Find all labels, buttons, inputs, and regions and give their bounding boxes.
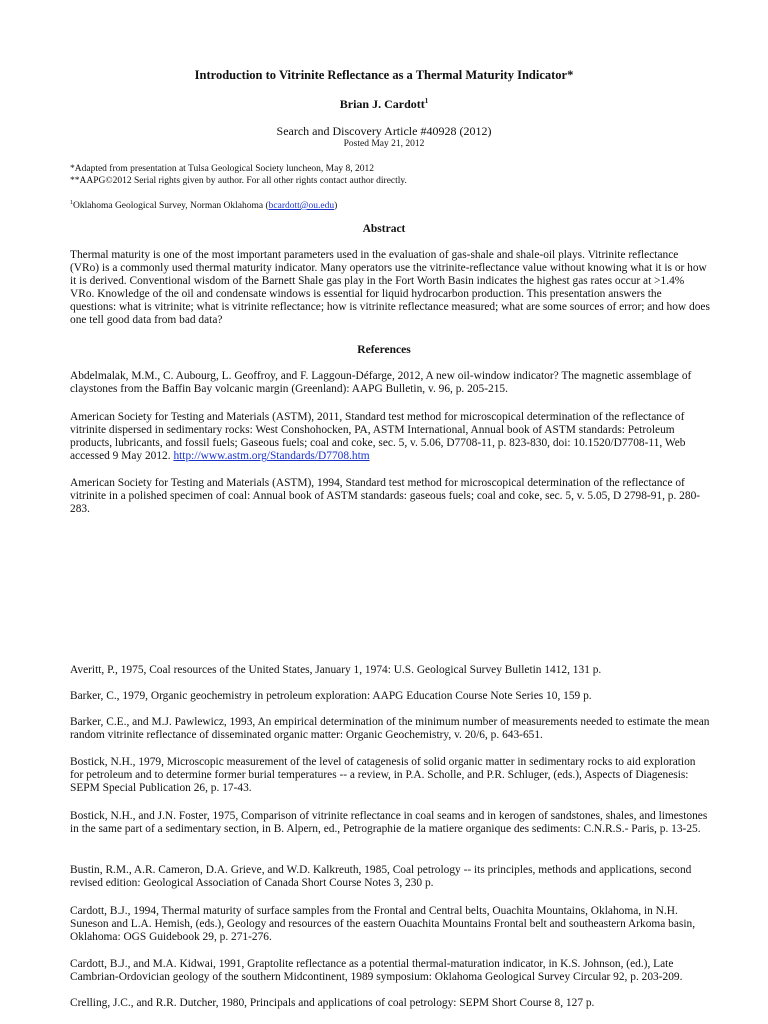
footnote-copyright: **AAPG©2012 Serial rights given by author. For all other rights contact author directly. [70,176,407,186]
reference-item: Cardott, B.J., and M.A. Kidwai, 1991, Graptolite reflectance as a potential thermal-maturation indicator, in K.S. Johnson, (ed.), Late Cambrian-Ordovician geology of the southern Midcontinent, 1989 symposium: Oklahoma Geological Survey Circular 92, p. 203-209. [70,958,683,984]
reference-item: Cardott, B.J., 1994, Thermal maturity of surface samples from the Frontal and Central belts, Ouachita Mountains, Oklahoma, in N.H. Suneson and L.A. Hemish, (eds.), Geology and resources of the eastern Ouachita Mountains Frontal belt and southeastern Arkoma basin, Oklahoma: OGS Guidebook 29, p. 271-276. [70,905,696,944]
affiliation-text: Oklahoma Geological Survey, Norman Oklahoma ( [73,201,269,212]
reference-item [70,411,710,463]
reference-item: Bostick, N.H., 1979, Microscopic measurement of the level of catagenesis of solid organic matter in sedimentary rocks to aid exploration for petroleum and to determine former burial temperatures -- a review, in P.A. Scholle, and P.R. Schluger, (eds.), Aspects of Diagenesis: SEPM Special Publication 26, p. 17-43. [70,756,696,795]
affiliation-superscript: 1 [70,200,73,206]
affiliation-close: ) [334,201,338,212]
references-heading: References [357,344,411,356]
footnote-adapted: *Adapted from presentation at Tulsa Geological Society luncheon, May 8, 2012 [70,164,374,174]
astm-standard-link[interactable]: http://www.astm.org/Standards/D7708.htm [173,450,370,463]
reference-item: Barker, C., 1979, Organic geochemistry in petroleum exploration: AAPG Education Course Note Series 10, 159 p. [70,690,592,702]
abstract-text: Thermal maturity is one of the most important parameters used in the evaluation of gas-shale and shale-oil plays. Vitrinite reflectance (VRo) is a commonly used thermal maturity indicator. Many operators use the vitrinite-reflectance value without knowing what it is or how it is derived. Conventional wisdom of the Barnett Shale gas play in the Fort Worth Basin indicates the highest gas rates occur at >1.4% VRo. Knowledge of the oil and condensate windows is essential for liquid hydrocarbon production. This presentation answers the questions: what is vitrinite; what is vitrinite reflectance; how is vitrinite reflectance measured; what are some sources of error; and how does one tell good data from bad data? [70,249,710,327]
author-text: Brian J. Cardott [339,97,425,111]
reference-item: Crelling, J.C., and R.R. Dutcher, 1980, Principals and applications of coal petrology: SEPM Short Course 8, 127 p. [70,997,595,1009]
author-email-link[interactable]: bcardott@ou.edu [268,201,335,212]
reference-text: American Society for Testing and Materials (ASTM), 2011, Standard test method for microscopical determination of the reflectance of vitrinite dispersed in sedimentary rocks: West Conshohocken, PA, ASTM International, Annual book of ASTM standards: Petroleum products, lubricants, and fossil fuels; Gaseous fuels; coal and coke, sec. 5, v. 5.06, D7708-11, p. 823-830, doi: 10.1520/D7708-11, Web accessed 9 May 2012. [70,411,686,463]
reference-item: Averitt, P., 1975, Coal resources of the United States, January 1, 1974: U.S. Geological Survey Bulletin 1412, 131 p. [70,664,602,676]
author-name [0,97,768,112]
reference-item: American Society for Testing and Materials (ASTM), 1994, Standard test method for microscopical determination of the reflectance of vitrinite in a polished specimen of coal: Annual book of ASTM standards: gaseous fuels; coal and coke, sec. 5, v. 5.05, D 2798-91, p. 280-283. [70,477,701,516]
posted-date: Posted May 21, 2012 [343,139,425,149]
reference-item: Bostick, N.H., and J.N. Foster, 1975, Comparison of vitrinite reflectance in coal seams and in kerogen of sandstones, shales, and limestones in the same part of a sedimentary section, in B. Alpern, ed., Petrographie de la matiere organique des sediments: C.N.R.S.- Paris, p. 13-25. [70,810,708,836]
author-superscript: 1 [424,97,429,105]
document-title: Introduction to Vitrinite Reflectance as a Thermal Maturity Indicator* [194,68,574,82]
abstract-heading: Abstract [362,223,406,235]
article-number: Search and Discovery Article #40928 (2012) [276,124,492,138]
reference-item: Abdelmalak, M.M., C. Aubourg, L. Geoffroy, and F. Laggoun-Défarge, 2012, A new oil-window indicator? The magnetic assemblage of claystones from the Baffin Bay volcanic margin (Greenland): AAPG Bulletin, v. 96, p. 205-215. [70,370,692,396]
reference-item: Barker, C.E., and M.J. Pawlewicz, 1993, An empirical determination of the minimum number of measurements needed to estimate the mean random vitrinite reflectance of disseminated organic matter: Organic Geochemistry, v. 20/6, p. 643-651. [70,716,710,742]
affiliation [70,197,337,212]
reference-item: Bustin, R.M., A.R. Cameron, D.A. Grieve, and W.D. Kalkreuth, 1985, Coal petrology -- its principles, methods and applications, second revised edition: Geological Association of Canada Short Course Notes 3, 230 p. [70,864,692,890]
